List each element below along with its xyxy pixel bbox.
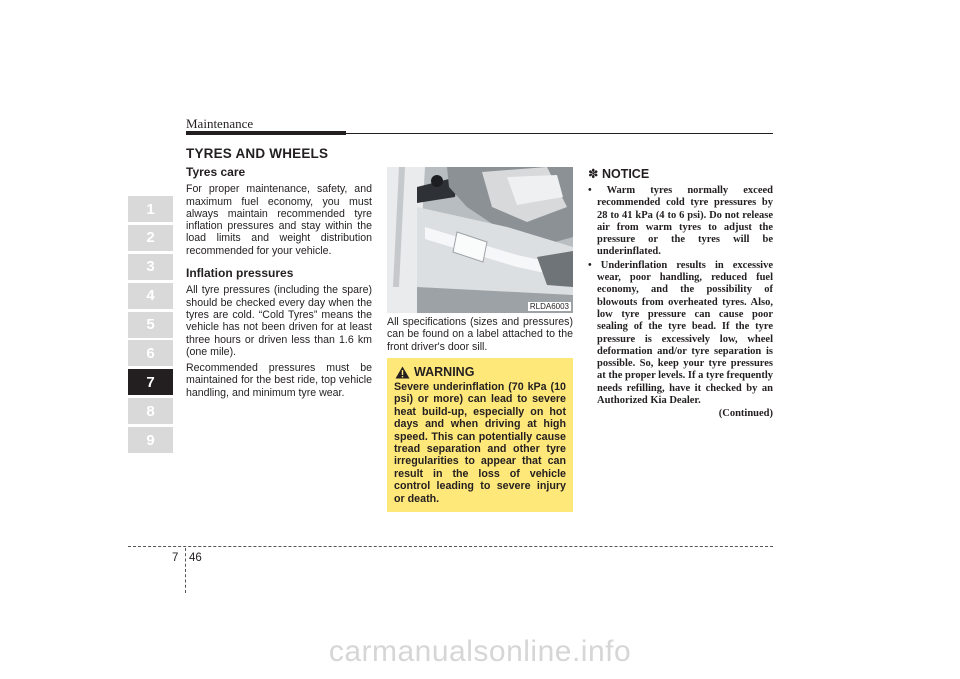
figure-caption: All specifications (sizes and pressures) can be found on a label attached to the front driver's door sill. — [387, 316, 573, 353]
notice-box — [588, 166, 773, 419]
footer-chapter-number: 7 — [172, 552, 179, 564]
chapter-tab-2[interactable]: 2 — [128, 225, 173, 251]
footer-divider — [185, 548, 186, 593]
warning-triangle-icon — [395, 366, 410, 379]
chapter-tab-9[interactable]: 9 — [128, 427, 173, 453]
figure-code: RLDA6003 — [529, 302, 569, 311]
inflation-pressures-heading: Inflation pressures — [186, 266, 294, 281]
inflation-text-2: Recommended pressures must be maintained for the best ride, top vehicle handling, and minimum tyre wear. — [186, 362, 372, 399]
notice-title: ✽ NOTICE — [588, 167, 650, 181]
notice-item: • Warm tyres normally exceed recommended cold tyre pressures by 28 to 41 kPa (4 to 6 psi). Do not release air from warm tyres to adjust the pressure or the tyres will be underinflated. — [588, 185, 773, 258]
notice-list — [588, 185, 773, 407]
warning-header — [395, 366, 566, 379]
chapter-tab-7-active[interactable]: 7 — [128, 369, 173, 395]
inflation-text-1: All tyre pressures (including the spare) should be checked every day when the tyres are cold. “Cold Tyres” means the vehicle has not been driven for at least three hours or driven less than 1.6 km (one mile). — [186, 284, 372, 358]
footer-page-number: 46 — [189, 552, 202, 564]
door-sill-illustration — [387, 167, 573, 313]
header-rule-thick — [186, 131, 346, 135]
warning-box — [387, 358, 573, 512]
tyres-care-heading: Tyres care — [186, 165, 246, 179]
chapter-tab-3[interactable]: 3 — [128, 254, 173, 280]
footer-rule — [128, 546, 773, 547]
column-tyres-care — [186, 166, 372, 403]
door-sill-photo — [387, 167, 573, 313]
chapter-tab-6[interactable]: 6 — [128, 340, 173, 366]
warning-text: Severe underinflation (70 kPa (10 psi) or more) can lead to severe heat build-up, especially on hot days and when driving at high speed. This can potentially cause tread separation and other tyre irregularities to appear that can result in the loss of vehicle control leading to severe injury or death. — [394, 381, 566, 505]
warning-title: WARNING — [414, 365, 475, 380]
chapter-tab-1[interactable]: 1 — [128, 196, 173, 222]
continued-label: (Continued) — [718, 408, 773, 420]
watermark: carmanualsonline.info — [328, 635, 632, 668]
tyres-care-text: For proper maintenance, safety, and maximum fuel economy, you must always maintain recommended tyre inflation pressures and stay within the load limits and weight distribution recommended for your vehicle. — [186, 183, 372, 257]
chapter-tabs — [128, 196, 173, 456]
header-rule-thin — [346, 133, 773, 134]
chapter-tab-8[interactable]: 8 — [128, 398, 173, 424]
running-header: Maintenance — [186, 116, 254, 131]
chapter-tab-5[interactable]: 5 — [128, 312, 173, 338]
notice-item: • Underinflation results in excessive wear, poor handling, reduced fuel economy, and the possibility of blowouts from overheated tyres. Also, low tyre pressure can cause poor sealing of the tyre bead. If the tyre pressure is excessively low, wheel deformation and/or tyre separation is possible. So, keep your tyre pressures at the proper levels. If a tyre frequently needs refilling, have it checked by an Authorized Kia Dealer. — [588, 259, 773, 407]
chapter-tab-4[interactable]: 4 — [128, 283, 173, 309]
section-title: TYRES AND WHEELS — [186, 146, 329, 161]
